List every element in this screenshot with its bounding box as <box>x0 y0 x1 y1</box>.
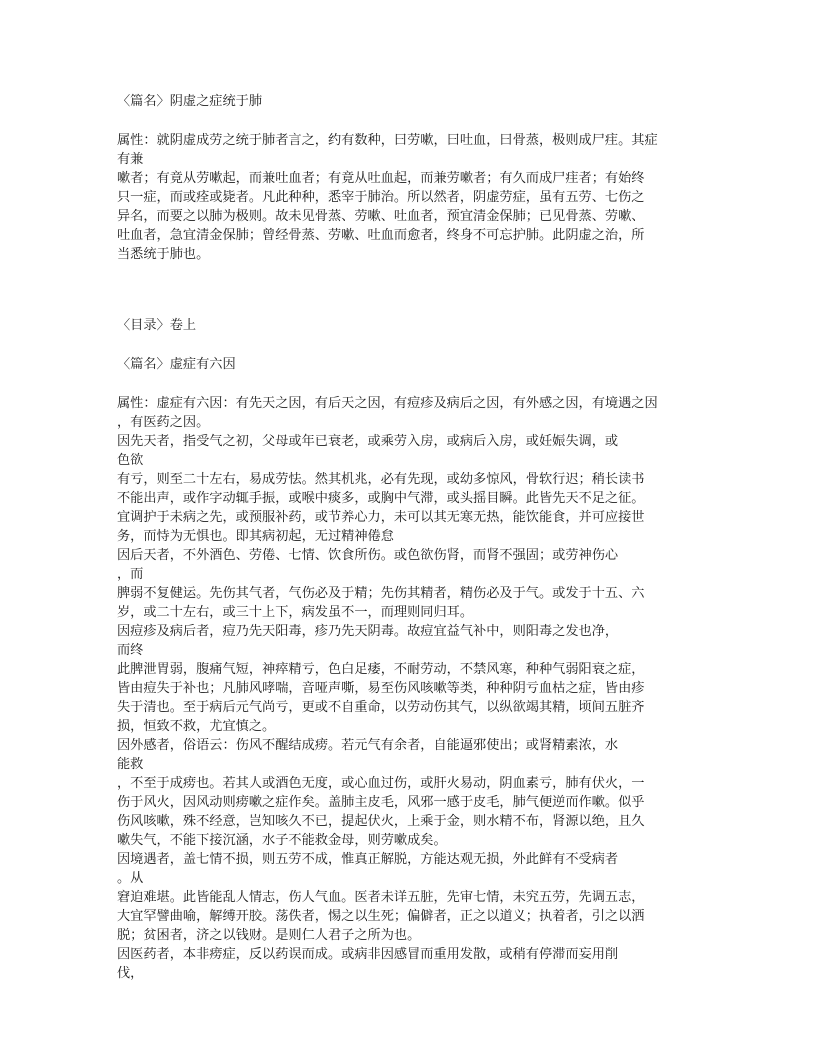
text-line: 岁，或二十左右，或三十上下，病发虽不一，而理则同归耳。 <box>117 605 474 620</box>
text-line: 只一症，而或痊或毙者。凡此种种，悉宰于肺治。所以然者，阴虚劳症，虽有五劳、七伤之 <box>117 190 645 205</box>
text-line: 此脾泄胃弱，腹痛气短，神瘁精亏，色白足痿，不耐劳动，不禁风寒，种种气弱阳衰之症， <box>117 662 645 677</box>
text-line: 皆由痘失于补也；凡肺风哮喘，音哑声嘶，易至伤风咳嗽等类，种种阴亏血枯之症，皆由疹 <box>117 681 645 696</box>
spacer <box>117 335 703 355</box>
text-line: 因医药者，本非痨症，反以药误而成。或病非因感冒而重用发散，或稍有停滞而妄用削 <box>117 947 619 962</box>
text-line: 色欲 <box>117 453 144 468</box>
text-line: 因外感者，俗语云：伤风不醒结成痨。若元气有余者，自能逼邪使出；或肾精素浓，水 <box>117 738 619 753</box>
text-line: 脾弱不复健运。先伤其气者，气伤必及于精；先伤其精者，精伤必及于气。或发于十五、六 <box>117 586 645 601</box>
text-line: 因先天者，指受气之初，父母或年已衰老，或乘劳入房，或病后入房，或妊娠失调，或 <box>117 434 619 449</box>
text-line: 。从 <box>117 871 144 886</box>
text-line: 宜调护于未病之先，或预服补药，或节养心力，未可以其无寒无热，能饮能食，并可应接世 <box>117 510 645 525</box>
spacer <box>117 111 703 131</box>
text-line: 当悉统于肺也。 <box>117 247 210 262</box>
text-line: 吐血者，急宜清金保肺；曾经骨蒸、劳嗽、吐血而愈者，终身不可忘护肺。此阴虚之治，所 <box>117 228 645 243</box>
spacer <box>117 374 703 394</box>
text-line: 不能出声，或作字动辄手振，或喉中痰多，或胸中气滞，或头摇目瞬。此皆先天不足之征。 <box>117 491 645 506</box>
text-line: ，而 <box>117 567 144 582</box>
text-line: 窘迫难堪。此皆能乱人情志，伤人气血。医者未详五脏，先审七情，未究五劳，先调五志， <box>117 890 645 905</box>
document-page <box>117 92 703 983</box>
text-line: 而终 <box>117 643 144 658</box>
text-line: 脱；贫困者，济之以钱财。是则仁人君子之所为也。 <box>117 928 421 943</box>
text-line: 伤于风火，因风动则痨嗽之症作矣。盖肺主皮毛，风邪一感于皮毛，肺气便逆而作嗽。似乎 <box>117 795 645 810</box>
section-body <box>117 131 703 264</box>
text-line: 异名，而要之以肺为极则。故未见骨蒸、劳嗽、吐血者，预宜清金保肺；已见骨蒸、劳嗽、 <box>117 209 645 224</box>
text-line: 嗽者；有竟从劳嗽起，而兼吐血者；有竟从吐血起，而兼劳嗽者；有久而成尸疰者；有始终 <box>117 171 645 186</box>
text-line: 伤风咳嗽，殊不经意，岂知咳久不已，提起伏火，上乘于金，则水精不布，肾源以绝，且久 <box>117 814 645 829</box>
text-line: 因痘疹及病后者，痘乃先天阳毒，疹乃先天阴毒。故痘宜益气补中，则阳毒之发也净， <box>117 624 619 639</box>
section-body <box>117 394 703 983</box>
text-line: 有亏，则至二十左右，易成劳怯。然其机兆，必有先现，或幼多惊风，骨软行迟；稍长读书 <box>117 472 645 487</box>
text-line: ，不至于成痨也。若其人或酒色无度，或心血过伤，或肝火易动，阴血素亏，肺有伏火，一 <box>117 776 645 791</box>
text-line: 能救 <box>117 757 144 772</box>
text-line: 伐， <box>117 966 144 981</box>
section-heading: 〈篇名〉阴虚之症统于肺 <box>117 94 263 109</box>
text-line: 大宜罕譬曲喻，解缚开胶。荡佚者，惕之以生死；偏僻者，正之以道义；执着者，引之以洒 <box>117 909 645 924</box>
spacer <box>117 264 703 316</box>
section-heading: 〈篇名〉虚症有六因 <box>117 357 236 372</box>
text-line: 属性：虚症有六因：有先天之因，有后天之因，有痘疹及病后之因，有外感之因，有境遇之因 <box>117 396 658 411</box>
text-line: ，有医药之因。 <box>117 415 210 430</box>
text-line: 属性：就阴虚成劳之统于肺者言之，约有数种，曰劳嗽，曰吐血，曰骨蒸，极则成尸疰。其症 <box>117 133 658 148</box>
text-line: 因境遇者，盖七情不损，则五劳不成，惟真正解脱，方能达观无损，外此鲜有不受病者 <box>117 852 619 867</box>
text-line: 嗽失气，不能下接沉涵，水子不能救金母，则劳嗽成矣。 <box>117 833 447 848</box>
text-line: 因后天者，不外酒色、劳倦、七情、饮食所伤。或色欲伤肾，而肾不强固；或劳神伤心 <box>117 548 619 563</box>
text-line: 损，恒致不救，尤宜慎之。 <box>117 719 276 734</box>
text-line: 有兼 <box>117 152 144 167</box>
text-line: 失于清也。至于病后元气尚亏，更或不自重命，以劳动伤其气，以纵欲竭其精，顷间五脏齐 <box>117 700 645 715</box>
text-line: 务，而恃为无惧也。即其病初起，无过精神倦怠 <box>117 529 394 544</box>
toc-label: 〈目录〉卷上 <box>117 318 197 333</box>
